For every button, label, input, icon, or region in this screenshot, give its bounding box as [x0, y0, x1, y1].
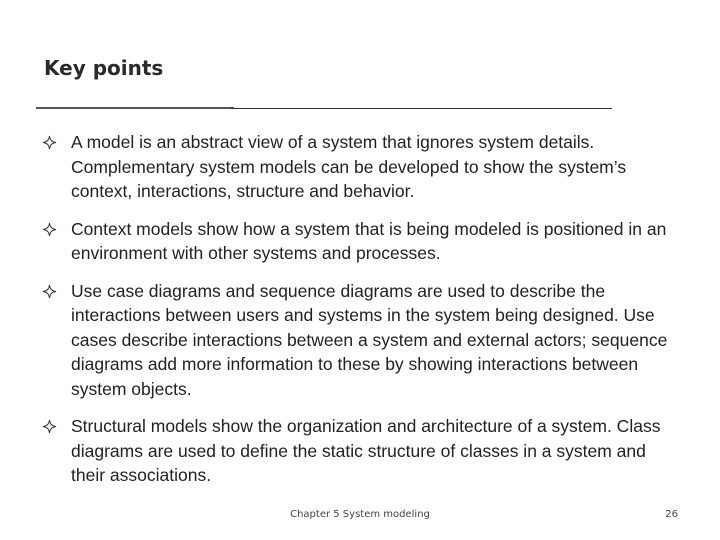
- bullet-item: [42, 130, 682, 204]
- slide-title: Key points: [44, 56, 164, 80]
- bullet-text: A model is an abstract view of a system that ignores system details. Complementary system models can be developed to show the system’s context, interactions, structure and behavior.: [71, 132, 627, 201]
- bullet-text: Structural models show the organization and architecture of a system. Class diagrams are used to define the static structure of classes in a system and their associations.: [71, 416, 661, 485]
- bullet-text: Context models show how a system that is being modeled is positioned in an environment with other systems and processes.: [71, 218, 667, 263]
- star-bullet-icon: [42, 419, 57, 434]
- bullet-list: [42, 130, 682, 501]
- footer-chapter: Chapter 5 System modeling: [290, 509, 430, 520]
- title-underline: [36, 107, 234, 109]
- bullet-item: [42, 217, 682, 266]
- bullet-item: [42, 279, 682, 402]
- star-bullet-icon: [42, 284, 57, 299]
- title-underline-extension: [230, 108, 612, 109]
- star-bullet-icon: [42, 135, 57, 150]
- bullet-item: [42, 414, 682, 488]
- star-bullet-icon: [42, 222, 57, 237]
- page-number: 26: [665, 509, 678, 520]
- bullet-text: Use case diagrams and sequence diagrams are used to describe the interactions between users and systems in the system being designed. Use cases describe interactions between a system and external actors; sequence diagrams add more information to these by showing interactions between system objects.: [71, 280, 668, 399]
